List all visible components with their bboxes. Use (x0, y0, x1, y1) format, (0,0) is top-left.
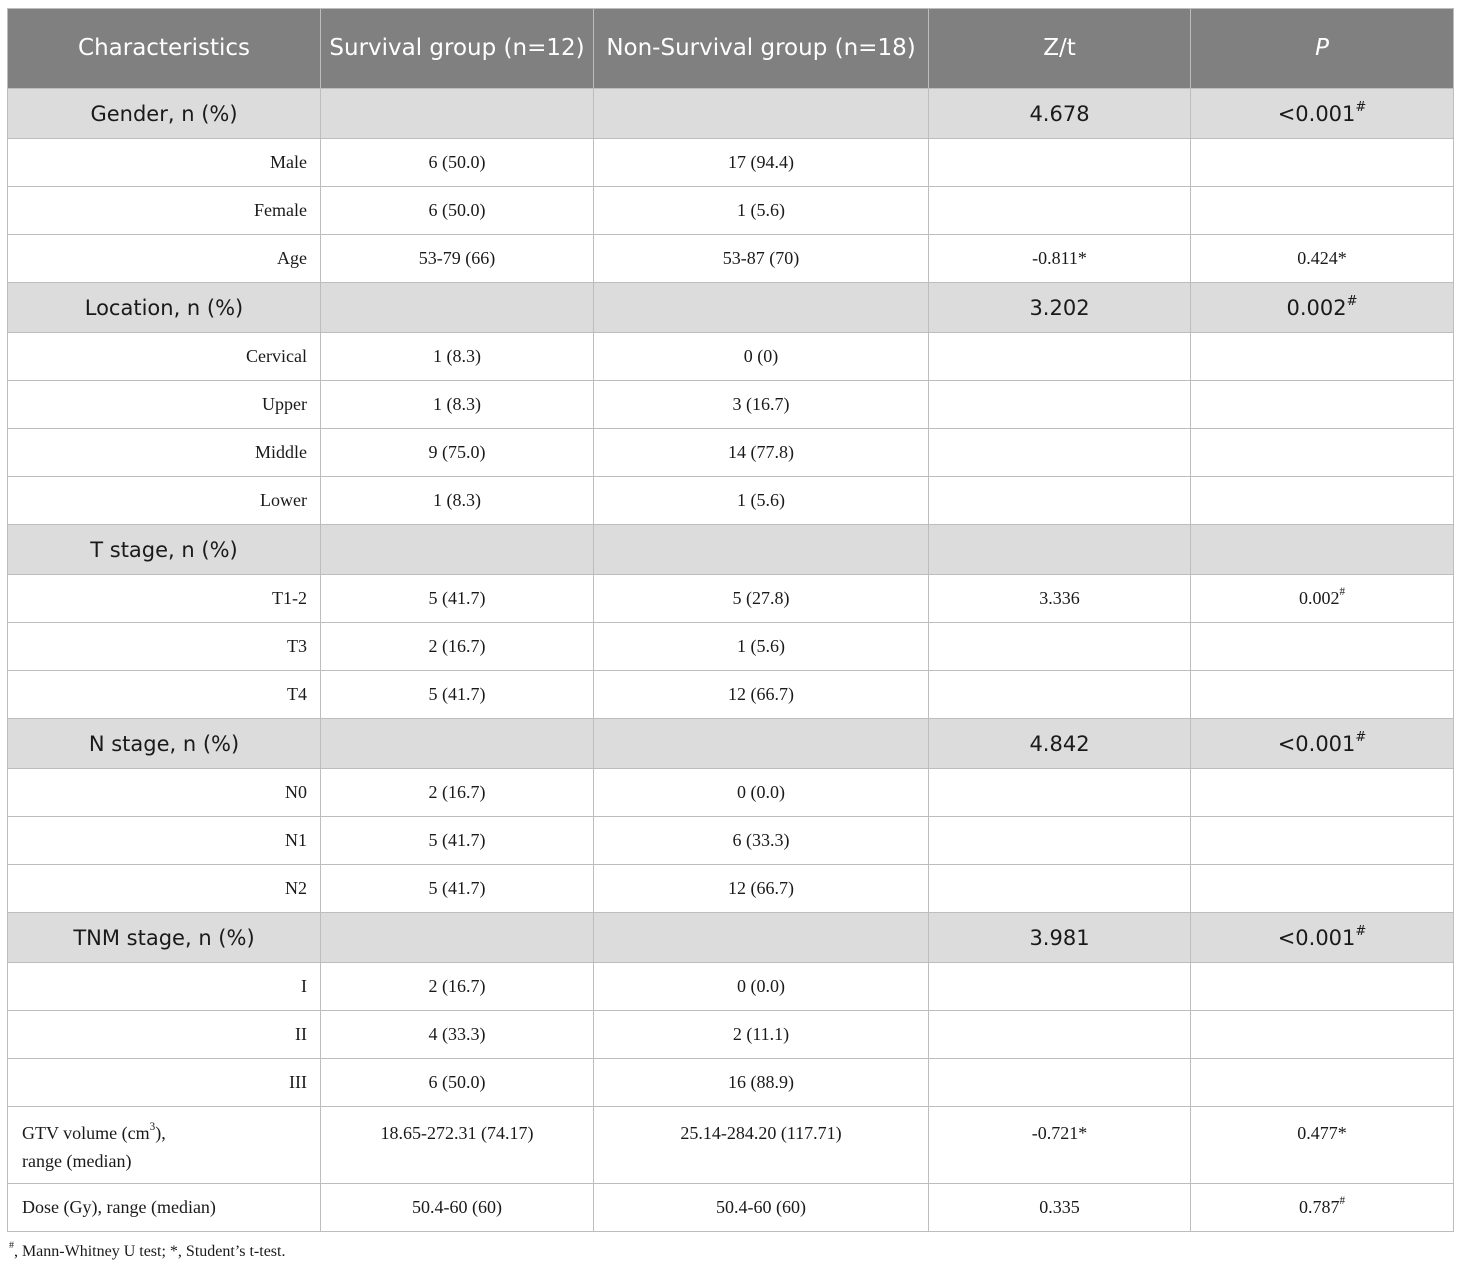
section-label: N stage, n (%) (8, 719, 321, 769)
table-row: N2 5 (41.7) 12 (66.7) (8, 865, 1454, 913)
header-nonsurvival: Non-Survival group (n=18) (594, 9, 929, 89)
header-p: P (1191, 9, 1454, 89)
table-row-dose: Dose (Gy), range (median) 50.4-60 (60) 50.4-60 (60) 0.335 0.787# (8, 1184, 1454, 1232)
table-row: T4 5 (41.7) 12 (66.7) (8, 671, 1454, 719)
section-p: <0.001# (1191, 89, 1454, 139)
section-p: <0.001# (1191, 913, 1454, 963)
header-characteristics: Characteristics (8, 9, 321, 89)
section-gender (8, 89, 1454, 139)
section-z: 3.202 (929, 283, 1191, 333)
table-row: Male 6 (50.0) 17 (94.4) (8, 139, 1454, 187)
section-t-stage (8, 525, 1454, 575)
section-label: TNM stage, n (%) (8, 913, 321, 963)
table-row: T1-2 5 (41.7) 5 (27.8) 3.336 0.002# (8, 575, 1454, 623)
table-row: Lower 1 (8.3) 1 (5.6) (8, 477, 1454, 525)
section-p: <0.001# (1191, 719, 1454, 769)
table-row: I 2 (16.7) 0 (0.0) (8, 963, 1454, 1011)
section-z: 4.678 (929, 89, 1191, 139)
gtv-label: GTV volume $(cm^3)$, range (median) (8, 1107, 321, 1184)
table-row: N1 5 (41.7) 6 (33.3) (8, 817, 1454, 865)
table-row: N0 2 (16.7) 0 (0.0) (8, 769, 1454, 817)
section-location (8, 283, 1454, 333)
section-label: Location, n (%) (8, 283, 321, 333)
table-row: III 6 (50.0) 16 (88.9) (8, 1059, 1454, 1107)
table-row: T3 2 (16.7) 1 (5.6) (8, 623, 1454, 671)
table-row: Upper 1 (8.3) 3 (16.7) (8, 381, 1454, 429)
header-zt: Z/t (929, 9, 1191, 89)
header-row (8, 9, 1454, 89)
section-p: 0.002# (1191, 283, 1454, 333)
characteristics-table (7, 8, 1454, 1232)
section-label: T stage, n (%) (8, 525, 321, 575)
section-n-stage (8, 719, 1454, 769)
header-survival: Survival group (n=12) (321, 9, 594, 89)
table-row: II 4 (33.3) 2 (11.1) (8, 1011, 1454, 1059)
section-tnm-stage (8, 913, 1454, 963)
section-z: 4.842 (929, 719, 1191, 769)
table-row: Middle 9 (75.0) 14 (77.8) (8, 429, 1454, 477)
table-row-age: Age 53-79 (66) 53-87 (70) -0.811* 0.424* (8, 235, 1454, 283)
table-row: Cervical 1 (8.3) 0 (0) (8, 333, 1454, 381)
section-z: 3.981 (929, 913, 1191, 963)
table-row: Female 6 (50.0) 1 (5.6) (8, 187, 1454, 235)
table-row-gtv: GTV volume $(cm^3)$, range (median) 18.65-272.31 (74.17) 25.14-284.20 (117.71) -0.721* 0.477* (8, 1107, 1454, 1184)
section-label: Gender, n (%) (8, 89, 321, 139)
table-footnote: #, Mann-Whitney U test; *, Student’s t-test. (9, 1240, 286, 1260)
